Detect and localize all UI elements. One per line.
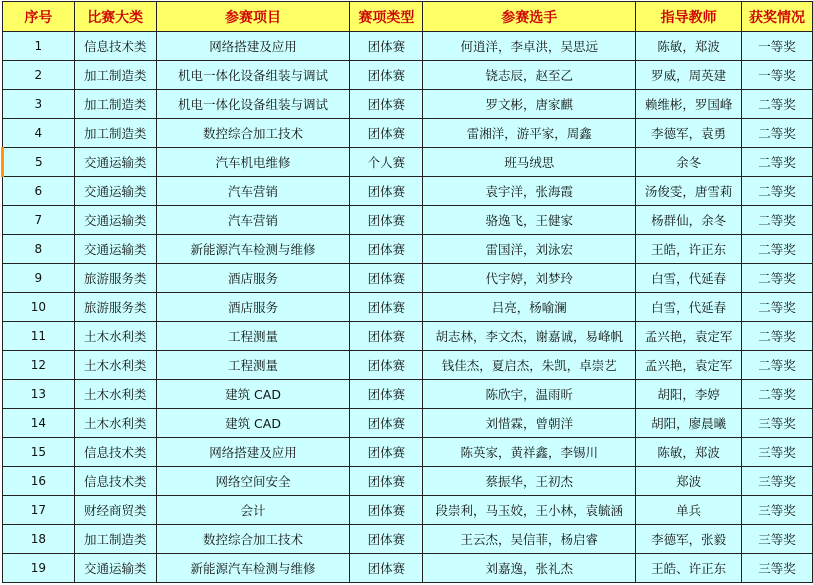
cell-contestants[interactable]: 蔡振华，王初杰 — [423, 467, 636, 496]
table-row[interactable] — [3, 467, 813, 496]
table-row[interactable] — [3, 235, 813, 264]
table-row[interactable] — [3, 293, 813, 322]
table-row[interactable] — [3, 119, 813, 148]
cell-instructors[interactable]: 余冬 — [636, 148, 742, 177]
header-category: 比赛大类 — [74, 2, 156, 32]
cell-contestants[interactable]: 刘嘉逸，张礼杰 — [423, 554, 636, 583]
cell-category[interactable]: 交通运输类 — [74, 235, 156, 264]
cell-event-type[interactable]: 团体赛 — [350, 351, 423, 380]
cell-index[interactable]: 16 — [3, 467, 75, 496]
cell-instructors[interactable]: 王皓，许正东 — [636, 235, 742, 264]
cell-award[interactable]: 二等奖 — [742, 351, 813, 380]
cell-contestants[interactable]: 雷湘洋，游平家，周鑫 — [423, 119, 636, 148]
cell-event-type[interactable]: 团体赛 — [350, 119, 423, 148]
cell-event[interactable]: 新能源汽车检测与维修 — [156, 554, 350, 583]
cell-event[interactable]: 新能源汽车检测与维修 — [156, 235, 350, 264]
cell-contestants[interactable]: 罗文彬，唐家麒 — [423, 90, 636, 119]
cell-contestants[interactable]: 吕亮，杨喻澜 — [423, 293, 636, 322]
cell-event[interactable]: 酒店服务 — [156, 264, 350, 293]
cell-event[interactable]: 网络空间安全 — [156, 467, 350, 496]
cell-contestants[interactable]: 何逍洋，李卓洪，吴思远 — [423, 32, 636, 61]
cell-event[interactable]: 机电一体化设备组装与调试 — [156, 61, 350, 90]
cell-instructors[interactable]: 胡阳，李婷 — [636, 380, 742, 409]
cell-index[interactable]: 17 — [3, 496, 75, 525]
cell-category[interactable]: 信息技术类 — [74, 438, 156, 467]
cell-index[interactable]: 15 — [3, 438, 75, 467]
header-row — [3, 2, 813, 32]
cell-award[interactable]: 三等奖 — [742, 467, 813, 496]
cell-event-type[interactable]: 团体赛 — [350, 554, 423, 583]
table-row[interactable] — [3, 322, 813, 351]
cell-index[interactable]: 11 — [3, 322, 75, 351]
cell-index[interactable]: 14 — [3, 409, 75, 438]
cell-category[interactable]: 土木水利类 — [74, 351, 156, 380]
table-row[interactable] — [3, 525, 813, 554]
cell-contestants[interactable]: 陈英家，黄祥鑫，李锡川 — [423, 438, 636, 467]
cell-award[interactable]: 二等奖 — [742, 380, 813, 409]
table-row[interactable] — [3, 554, 813, 583]
cell-instructors[interactable]: 陈敏，郑波 — [636, 32, 742, 61]
header-event: 参赛项目 — [156, 2, 350, 32]
cell-event-type[interactable]: 个人赛 — [350, 148, 423, 177]
table-row[interactable] — [3, 61, 813, 90]
cell-category[interactable]: 土木水利类 — [74, 409, 156, 438]
cell-instructors[interactable]: 单兵 — [636, 496, 742, 525]
cell-event[interactable]: 工程测量 — [156, 322, 350, 351]
cell-event[interactable]: 建筑 CAD — [156, 380, 350, 409]
cell-event-type[interactable]: 团体赛 — [350, 177, 423, 206]
cell-category[interactable]: 财经商贸类 — [74, 496, 156, 525]
cell-instructors[interactable]: 罗威，周英建 — [636, 61, 742, 90]
cell-category[interactable]: 加工制造类 — [74, 525, 156, 554]
cell-instructors[interactable]: 郑波 — [636, 467, 742, 496]
cell-category[interactable]: 土木水利类 — [74, 380, 156, 409]
cell-award[interactable]: 三等奖 — [742, 438, 813, 467]
cell-event[interactable]: 工程测量 — [156, 351, 350, 380]
cell-category[interactable]: 交通运输类 — [74, 148, 156, 177]
cell-contestants[interactable]: 陈欣宇，温雨昕 — [423, 380, 636, 409]
cell-index[interactable]: 8 — [3, 235, 75, 264]
cell-index[interactable]: 4 — [3, 119, 75, 148]
cell-award[interactable]: 二等奖 — [742, 206, 813, 235]
cell-award[interactable]: 一等奖 — [742, 32, 813, 61]
cell-event[interactable]: 汽车营销 — [156, 177, 350, 206]
cell-event[interactable]: 机电一体化设备组装与调试 — [156, 90, 350, 119]
cell-contestants[interactable]: 骆逸飞，王健家 — [423, 206, 636, 235]
table-row[interactable] — [3, 380, 813, 409]
cell-category[interactable]: 土木水利类 — [74, 322, 156, 351]
cell-event[interactable]: 数控综合加工技术 — [156, 525, 350, 554]
cell-event[interactable]: 网络搭建及应用 — [156, 32, 350, 61]
cell-index[interactable]: 2 — [3, 61, 75, 90]
table-row[interactable] — [3, 90, 813, 119]
cell-instructors[interactable]: 白雪，代延春 — [636, 293, 742, 322]
cell-index[interactable]: 1 — [3, 32, 75, 61]
cell-event[interactable]: 网络搭建及应用 — [156, 438, 350, 467]
cell-event-type[interactable]: 团体赛 — [350, 496, 423, 525]
cell-award[interactable]: 三等奖 — [742, 554, 813, 583]
cell-contestants[interactable]: 段崇利，马玉姣，王小林，袁毓涵 — [423, 496, 636, 525]
table-row[interactable] — [3, 351, 813, 380]
cell-index[interactable]: 13 — [3, 380, 75, 409]
cell-category[interactable]: 信息技术类 — [74, 467, 156, 496]
cell-category[interactable]: 交通运输类 — [74, 177, 156, 206]
cell-event-type[interactable]: 团体赛 — [350, 322, 423, 351]
cell-category[interactable]: 加工制造类 — [74, 61, 156, 90]
cell-contestants[interactable]: 胡志林，李文杰，谢嘉诚，易峰帆 — [423, 322, 636, 351]
cell-instructors[interactable]: 汤俊雯，唐雪莉 — [636, 177, 742, 206]
table-row[interactable] — [3, 177, 813, 206]
cell-event-type[interactable]: 团体赛 — [350, 525, 423, 554]
cell-award[interactable]: 一等奖 — [742, 61, 813, 90]
cell-instructors[interactable]: 白雪，代延春 — [636, 264, 742, 293]
cell-index[interactable]: 10 — [3, 293, 75, 322]
cell-contestants[interactable]: 班马绒思 — [423, 148, 636, 177]
cell-category[interactable]: 交通运输类 — [74, 554, 156, 583]
cell-index[interactable]: 5 — [3, 148, 75, 177]
header-award: 获奖情况 — [742, 2, 813, 32]
cell-award[interactable]: 三等奖 — [742, 525, 813, 554]
table-row[interactable] — [3, 148, 813, 177]
cell-event-type[interactable]: 团体赛 — [350, 61, 423, 90]
cell-award[interactable]: 二等奖 — [742, 148, 813, 177]
cell-instructors[interactable]: 孟兴艳，袁定军 — [636, 322, 742, 351]
table-row[interactable] — [3, 409, 813, 438]
cell-category[interactable]: 交通运输类 — [74, 206, 156, 235]
header-event-type: 赛项类型 — [350, 2, 423, 32]
cell-event-type[interactable]: 团体赛 — [350, 438, 423, 467]
cell-event[interactable]: 数控综合加工技术 — [156, 119, 350, 148]
cell-award[interactable]: 二等奖 — [742, 235, 813, 264]
cell-index[interactable]: 19 — [3, 554, 75, 583]
cell-category[interactable]: 加工制造类 — [74, 119, 156, 148]
cell-contestants[interactable]: 雷国洋，刘泳宏 — [423, 235, 636, 264]
cell-event-type[interactable]: 团体赛 — [350, 32, 423, 61]
cell-contestants[interactable]: 袁宇洋，张海霞 — [423, 177, 636, 206]
cell-award[interactable]: 二等奖 — [742, 177, 813, 206]
cell-event[interactable]: 建筑 CAD — [156, 409, 350, 438]
cell-event-type[interactable]: 团体赛 — [350, 235, 423, 264]
awards-table — [1, 1, 813, 583]
cell-award[interactable]: 三等奖 — [742, 496, 813, 525]
cell-category[interactable]: 旅游服务类 — [74, 264, 156, 293]
table-row[interactable] — [3, 438, 813, 467]
cell-event-type[interactable]: 团体赛 — [350, 409, 423, 438]
cell-index[interactable]: 7 — [3, 206, 75, 235]
cell-index[interactable]: 18 — [3, 525, 75, 554]
cell-award[interactable]: 三等奖 — [742, 409, 813, 438]
cell-contestants[interactable]: 代宇婷，刘梦玲 — [423, 264, 636, 293]
cell-instructors[interactable]: 李德军，张毅 — [636, 525, 742, 554]
cell-award[interactable]: 二等奖 — [742, 90, 813, 119]
cell-event-type[interactable]: 团体赛 — [350, 380, 423, 409]
table-row[interactable] — [3, 264, 813, 293]
header-contestants: 参赛选手 — [423, 2, 636, 32]
cell-event[interactable]: 酒店服务 — [156, 293, 350, 322]
cell-award[interactable]: 二等奖 — [742, 322, 813, 351]
cell-event[interactable]: 汽车营销 — [156, 206, 350, 235]
cell-category[interactable]: 旅游服务类 — [74, 293, 156, 322]
cell-instructors[interactable]: 李德军，袁勇 — [636, 119, 742, 148]
cell-instructors[interactable]: 王皓、许正东 — [636, 554, 742, 583]
cell-award[interactable]: 二等奖 — [742, 293, 813, 322]
cell-award[interactable]: 二等奖 — [742, 264, 813, 293]
cell-event-type[interactable]: 团体赛 — [350, 206, 423, 235]
cell-category[interactable]: 信息技术类 — [74, 32, 156, 61]
cell-category[interactable]: 加工制造类 — [74, 90, 156, 119]
cell-index[interactable]: 3 — [3, 90, 75, 119]
cell-index[interactable]: 12 — [3, 351, 75, 380]
cell-instructors[interactable]: 赖维彬，罗国峰 — [636, 90, 742, 119]
cell-event-type[interactable]: 团体赛 — [350, 264, 423, 293]
header-index: 序号 — [3, 2, 75, 32]
cell-award[interactable]: 二等奖 — [742, 119, 813, 148]
cell-contestants[interactable]: 刘惜霖，曾朝洋 — [423, 409, 636, 438]
cell-contestants[interactable]: 铙志辰，赵至乙 — [423, 61, 636, 90]
header-instructors: 指导教师 — [636, 2, 742, 32]
cell-event[interactable]: 汽车机电维修 — [156, 148, 350, 177]
table-row[interactable] — [3, 496, 813, 525]
table-row[interactable] — [3, 32, 813, 61]
cell-event-type[interactable]: 团体赛 — [350, 90, 423, 119]
cell-event-type[interactable]: 团体赛 — [350, 293, 423, 322]
cell-contestants[interactable]: 钱佳杰，夏启杰，朱凯，卓崇艺 — [423, 351, 636, 380]
cell-event-type[interactable]: 团体赛 — [350, 467, 423, 496]
cell-index[interactable]: 6 — [3, 177, 75, 206]
cell-instructors[interactable]: 杨群仙，余冬 — [636, 206, 742, 235]
table-row[interactable] — [3, 206, 813, 235]
cell-event[interactable]: 会计 — [156, 496, 350, 525]
cell-instructors[interactable]: 胡阳，廖晨曦 — [636, 409, 742, 438]
cell-index[interactable]: 9 — [3, 264, 75, 293]
cell-contestants[interactable]: 王云杰，吴信菲，杨启睿 — [423, 525, 636, 554]
cell-instructors[interactable]: 陈敏，郑波 — [636, 438, 742, 467]
cell-instructors[interactable]: 孟兴艳，袁定军 — [636, 351, 742, 380]
